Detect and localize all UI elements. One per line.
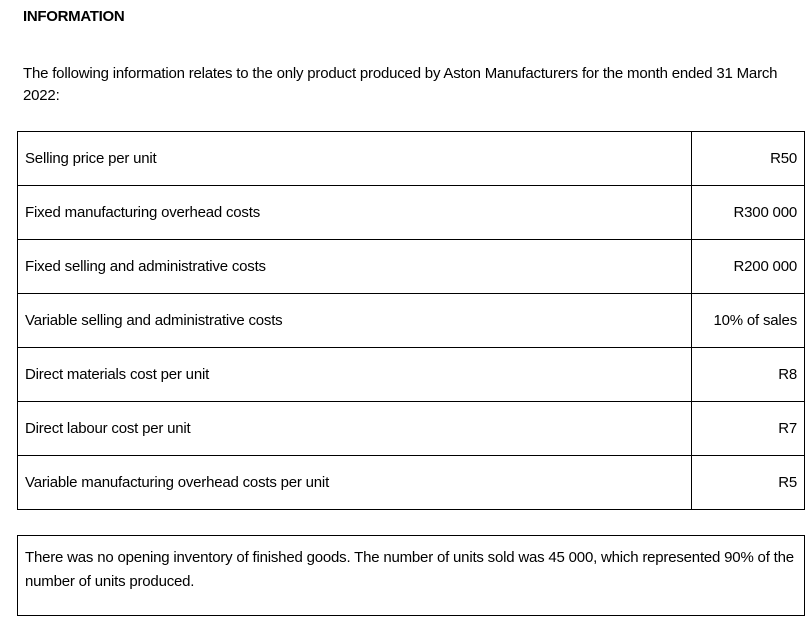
table-row: [18, 294, 805, 348]
table-row: [18, 132, 805, 186]
row-value: R7: [692, 402, 805, 456]
row-label: Fixed selling and administrative costs: [18, 240, 692, 294]
row-value: 10% of sales: [692, 294, 805, 348]
row-value: R5: [692, 456, 805, 510]
table-row: [18, 456, 805, 510]
row-label: Variable selling and administrative costs: [18, 294, 692, 348]
row-label: Variable manufacturing overhead costs per unit: [18, 456, 692, 510]
row-value: R200 000: [692, 240, 805, 294]
section-heading: INFORMATION: [23, 8, 125, 25]
row-value: R8: [692, 348, 805, 402]
row-value: R50: [692, 132, 805, 186]
intro-paragraph: The following information relates to the only product produced by Aston Manufacturers for the month ended 31 March 2022:: [23, 65, 778, 104]
row-label: Fixed manufacturing overhead costs: [18, 186, 692, 240]
row-value: R300 000: [692, 186, 805, 240]
cost-information-table: [17, 131, 805, 510]
row-label: Direct materials cost per unit: [18, 348, 692, 402]
note-box: [17, 535, 805, 616]
row-label: Direct labour cost per unit: [18, 402, 692, 456]
table-row: [18, 240, 805, 294]
table-row: [18, 402, 805, 456]
note-text: There was no opening inventory of finished goods. The number of units sold was 45 000, which represented 90% of the number of units produced.: [25, 549, 794, 590]
table-row: [18, 348, 805, 402]
table-row: [18, 186, 805, 240]
row-label: Selling price per unit: [18, 132, 692, 186]
